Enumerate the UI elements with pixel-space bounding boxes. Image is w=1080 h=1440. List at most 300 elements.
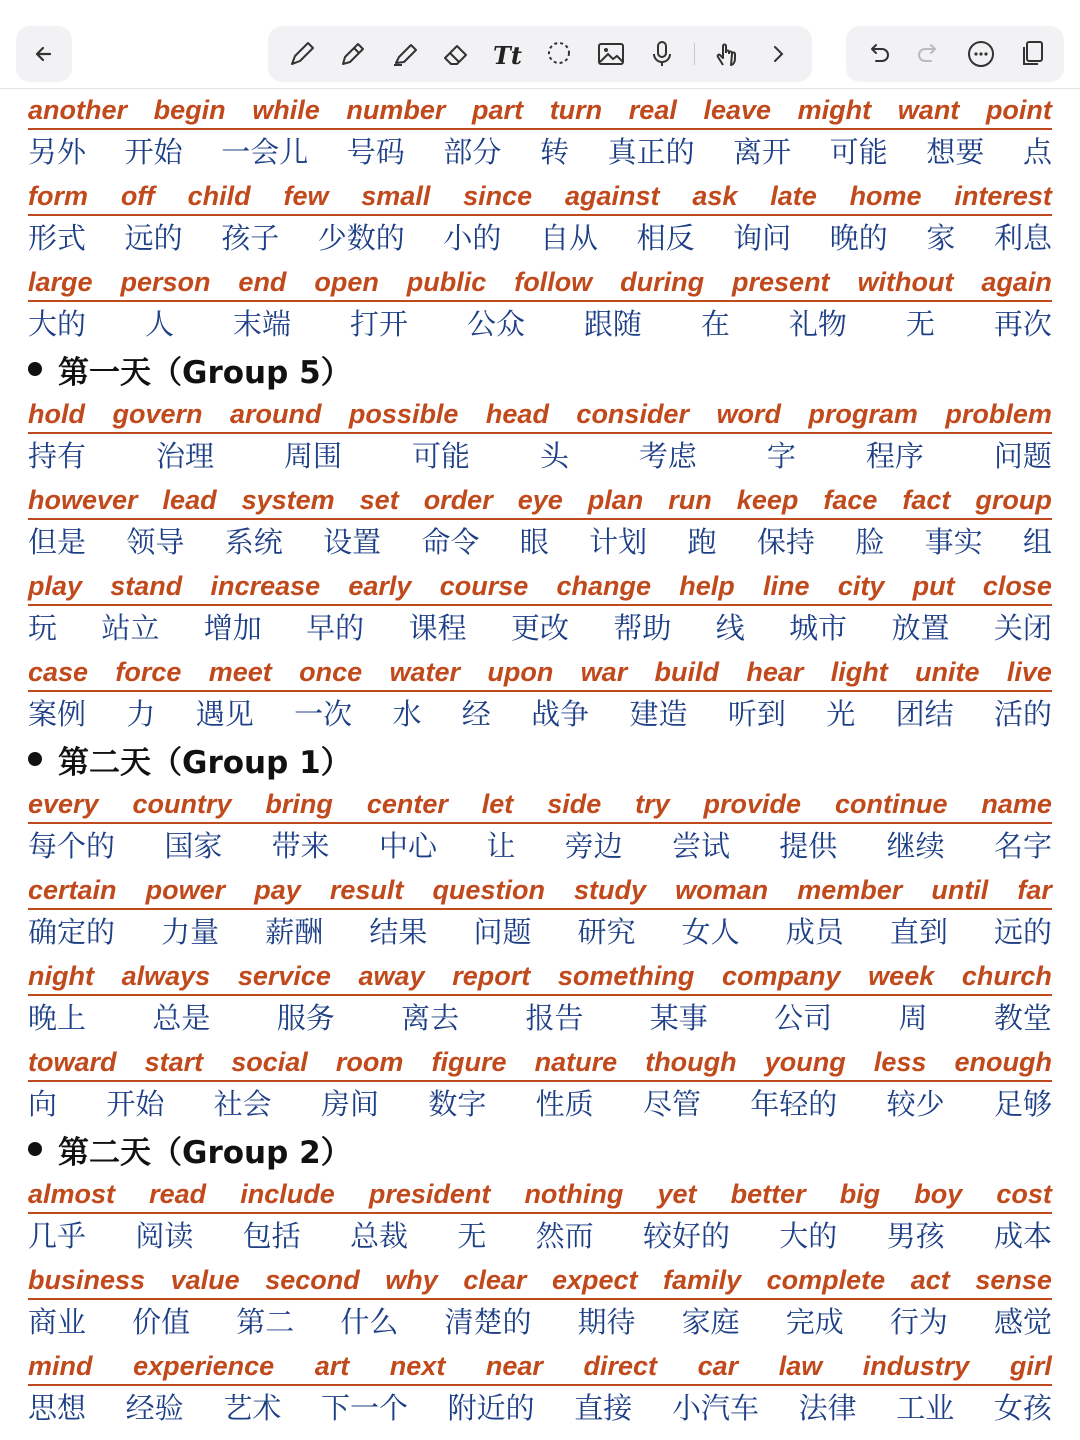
english-word: form	[28, 181, 88, 211]
chinese-word: 部分	[443, 135, 502, 169]
chinese-word: 晚上	[28, 1001, 87, 1035]
english-word: law	[778, 1351, 823, 1381]
chinese-word: 第二	[236, 1305, 295, 1339]
english-word: open	[314, 267, 379, 297]
lasso-icon[interactable]	[539, 34, 579, 74]
chinese-word: 点	[1022, 135, 1052, 169]
chinese-word: 性质	[535, 1087, 594, 1121]
chinese-word: 小的	[443, 221, 502, 255]
chinese-word: 案例	[28, 697, 87, 731]
chinese-word: 末端	[232, 307, 291, 341]
english-word: help	[679, 571, 735, 601]
english-word: however	[28, 485, 138, 515]
english-word: possible	[348, 399, 459, 429]
english-word: unite	[915, 657, 980, 687]
english-word: few	[283, 181, 329, 211]
chinese-word: 但是	[28, 525, 87, 559]
english-word: build	[654, 657, 720, 687]
chinese-word: 成员	[785, 915, 844, 949]
chinese-word: 更改	[510, 611, 569, 645]
english-word: eye	[517, 485, 563, 515]
chinese-word: 线	[715, 611, 745, 645]
english-word: though	[645, 1047, 737, 1077]
english-word: during	[620, 267, 705, 297]
english-word: program	[808, 399, 918, 429]
english-word: service	[237, 961, 331, 991]
chinese-word: 价值	[132, 1305, 191, 1339]
chinese-translation-row	[28, 520, 1052, 564]
english-word: start	[144, 1047, 204, 1077]
chinese-word: 附近的	[447, 1391, 535, 1425]
english-word: value	[170, 1265, 240, 1295]
english-word: hold	[28, 399, 85, 429]
chinese-word: 什么	[340, 1305, 399, 1339]
chinese-word: 家	[926, 221, 956, 255]
english-word: number	[346, 95, 446, 125]
chinese-word: 询问	[733, 221, 792, 255]
english-word: upon	[487, 657, 554, 687]
chinese-translation-row	[28, 302, 1052, 346]
english-word-row	[28, 1258, 1052, 1300]
english-word: once	[299, 657, 363, 687]
chinese-word: 形式	[28, 221, 87, 255]
chinese-word: 清楚的	[444, 1305, 532, 1339]
pen-icon[interactable]	[282, 34, 322, 74]
chinese-word: 法律	[798, 1391, 857, 1425]
chinese-word: 城市	[789, 611, 848, 645]
chinese-word: 研究	[577, 915, 636, 949]
chinese-translation-row	[28, 1300, 1052, 1344]
english-word: case	[28, 657, 89, 687]
chinese-word: 一会儿	[221, 135, 309, 169]
english-word: head	[485, 399, 549, 429]
english-word: continue	[834, 789, 948, 819]
english-word: against	[565, 181, 660, 211]
english-word: system	[241, 485, 335, 515]
english-word: follow	[514, 267, 593, 297]
english-word: city	[837, 571, 885, 601]
english-word: company	[722, 961, 841, 991]
english-word: while	[252, 95, 320, 125]
english-word: govern	[112, 399, 203, 429]
text-tool-icon[interactable]	[488, 34, 528, 74]
chinese-word: 周	[898, 1001, 928, 1035]
english-word: force	[115, 657, 182, 687]
english-word: boy	[914, 1179, 963, 1209]
english-word: course	[439, 571, 529, 601]
bullet-icon	[28, 752, 42, 766]
chinese-word: 行为	[889, 1305, 948, 1339]
english-word: why	[385, 1265, 438, 1295]
chinese-word: 程序	[865, 439, 924, 473]
english-word: put	[912, 571, 955, 601]
chinese-word: 增加	[203, 611, 262, 645]
hand-touch-icon[interactable]	[707, 34, 747, 74]
english-word: certain	[28, 875, 117, 905]
english-word: increase	[210, 571, 321, 601]
english-word: week	[868, 961, 935, 991]
english-word: nature	[534, 1047, 618, 1077]
chinese-word: 号码	[346, 135, 405, 169]
chinese-word: 名字	[993, 829, 1052, 863]
chinese-word: 远的	[993, 915, 1052, 949]
chevron-right-icon[interactable]	[758, 34, 798, 74]
chinese-word: 相反	[636, 221, 695, 255]
chinese-word: 系统	[224, 525, 283, 559]
chinese-word: 设置	[323, 525, 382, 559]
chinese-word: 直接	[574, 1391, 633, 1425]
chinese-translation-row	[28, 434, 1052, 478]
english-word: hear	[746, 657, 804, 687]
english-word: present	[732, 267, 830, 297]
chinese-word: 感觉	[993, 1305, 1052, 1339]
chinese-word: 年轻的	[750, 1087, 838, 1121]
chinese-word: 玩	[28, 611, 58, 645]
chinese-word: 想要	[926, 135, 985, 169]
english-word: side	[547, 789, 602, 819]
more-icon[interactable]	[961, 34, 1001, 74]
chinese-word: 离开	[733, 135, 792, 169]
chinese-word: 阅读	[135, 1219, 194, 1253]
english-word: provide	[703, 789, 802, 819]
english-word-row	[28, 392, 1052, 434]
english-word: home	[849, 181, 922, 211]
english-word: sense	[975, 1265, 1052, 1295]
chinese-word: 课程	[408, 611, 467, 645]
chinese-word: 孩子	[221, 221, 280, 255]
chinese-word: 可能	[411, 439, 470, 473]
english-word: group	[975, 485, 1052, 515]
chinese-word: 开始	[106, 1087, 165, 1121]
english-word: power	[145, 875, 226, 905]
chinese-word: 活的	[993, 697, 1052, 731]
english-word: young	[764, 1047, 846, 1077]
english-word: keep	[736, 485, 799, 515]
english-word: real	[628, 95, 677, 125]
english-word: large	[28, 267, 93, 297]
chinese-word: 某事	[649, 1001, 708, 1035]
english-word: meet	[208, 657, 272, 687]
english-word: result	[329, 875, 404, 905]
chinese-word: 薪酬	[265, 915, 324, 949]
chinese-word: 经	[461, 697, 491, 731]
chinese-word: 早的	[306, 611, 365, 645]
english-word: experience	[133, 1351, 275, 1381]
chinese-word: 期待	[577, 1305, 636, 1339]
chinese-word: 字	[766, 439, 796, 473]
chinese-word: 自从	[539, 221, 598, 255]
english-word: without	[857, 267, 954, 297]
english-word: set	[359, 485, 399, 515]
chinese-word: 尽管	[642, 1087, 701, 1121]
english-word: leave	[703, 95, 772, 125]
chinese-word: 提供	[779, 829, 838, 863]
english-word: might	[797, 95, 872, 125]
chinese-word: 力	[126, 697, 156, 731]
english-word: figure	[431, 1047, 507, 1077]
english-word: direct	[583, 1351, 658, 1381]
toolbar	[0, 0, 1080, 100]
chinese-translation-row	[28, 824, 1052, 868]
chinese-word: 团结	[895, 697, 954, 731]
chinese-word: 包括	[242, 1219, 301, 1253]
chinese-word: 开始	[124, 135, 183, 169]
chinese-word: 完成	[785, 1305, 844, 1339]
english-word: light	[830, 657, 888, 687]
chinese-word: 礼物	[788, 307, 847, 341]
group-title-text: 第一天（Group 5）	[58, 354, 352, 391]
english-word: enough	[954, 1047, 1052, 1077]
english-word: part	[472, 95, 524, 125]
english-word-row	[28, 1040, 1052, 1082]
chinese-word: 直到	[889, 915, 948, 949]
chinese-word: 社会	[213, 1087, 272, 1121]
english-word: always	[121, 961, 211, 991]
document-actions	[846, 26, 1064, 82]
english-word: let	[481, 789, 514, 819]
chinese-word: 教堂	[993, 1001, 1052, 1035]
chinese-word: 工业	[896, 1391, 955, 1425]
chinese-word: 战争	[531, 697, 590, 731]
toolbar-separator	[694, 43, 695, 65]
english-word-row	[28, 478, 1052, 520]
chinese-word: 放置	[891, 611, 950, 645]
english-word: study	[574, 875, 647, 905]
group-heading	[28, 736, 1052, 782]
english-word: clear	[463, 1265, 527, 1295]
english-word: live	[1006, 657, 1052, 687]
chinese-word: 大的	[779, 1219, 838, 1253]
english-word: try	[635, 789, 670, 819]
chinese-word: 听到	[727, 697, 786, 731]
chinese-word: 帮助	[613, 611, 672, 645]
english-word-row	[28, 88, 1052, 130]
english-word: plan	[587, 485, 644, 515]
chinese-translation-row	[28, 1214, 1052, 1258]
chinese-word: 女人	[681, 915, 740, 949]
chinese-word: 成本	[993, 1219, 1052, 1253]
english-word: far	[1017, 875, 1052, 905]
chinese-word: 再次	[993, 307, 1052, 341]
english-word: around	[229, 399, 322, 429]
english-word-row	[28, 564, 1052, 606]
english-word: include	[240, 1179, 335, 1209]
chinese-word: 跟随	[583, 307, 642, 341]
chinese-word: 报告	[525, 1001, 584, 1035]
chinese-word: 旁边	[564, 829, 623, 863]
chinese-word: 继续	[886, 829, 945, 863]
english-word-row	[28, 782, 1052, 824]
chinese-word: 力量	[161, 915, 220, 949]
chinese-word: 服务	[276, 1001, 335, 1035]
english-word: since	[463, 181, 533, 211]
group-heading	[28, 1126, 1052, 1172]
english-word: name	[981, 789, 1052, 819]
chinese-word: 考虑	[638, 439, 697, 473]
english-word: better	[730, 1179, 806, 1209]
english-word: next	[389, 1351, 446, 1381]
english-word-row	[28, 260, 1052, 302]
chinese-word: 尝试	[671, 829, 730, 863]
english-word: child	[187, 181, 251, 211]
chinese-word: 商业	[28, 1305, 87, 1339]
chinese-word: 中心	[378, 829, 437, 863]
chinese-word: 男孩	[886, 1219, 945, 1253]
english-word: line	[763, 571, 810, 601]
english-word: person	[120, 267, 211, 297]
redo-icon[interactable]	[909, 34, 949, 74]
english-word-row	[28, 650, 1052, 692]
chinese-translation-row	[28, 606, 1052, 650]
chinese-word: 另外	[28, 135, 87, 169]
english-word: public	[406, 267, 487, 297]
chinese-word: 周围	[283, 439, 342, 473]
highlighter-icon[interactable]	[385, 34, 425, 74]
english-word: interest	[954, 181, 1052, 211]
chinese-word: 总裁	[349, 1219, 408, 1253]
english-word: early	[348, 571, 412, 601]
english-word: business	[28, 1265, 146, 1295]
chinese-translation-row	[28, 996, 1052, 1040]
english-word: member	[797, 875, 903, 905]
english-word: art	[314, 1351, 350, 1381]
chinese-word: 在	[700, 307, 730, 341]
pages-icon[interactable]	[1012, 34, 1052, 74]
english-word-row	[28, 868, 1052, 910]
chinese-translation-row	[28, 1082, 1052, 1126]
group-heading	[28, 346, 1052, 392]
english-word: question	[432, 875, 545, 905]
english-word: social	[231, 1047, 308, 1077]
chinese-word: 大的	[28, 307, 87, 341]
english-word: car	[697, 1351, 739, 1381]
english-word: point	[985, 95, 1052, 125]
english-word: consider	[576, 399, 689, 429]
english-word: family	[663, 1265, 742, 1295]
english-word: big	[839, 1179, 881, 1209]
chinese-word: 下一个	[320, 1391, 408, 1425]
english-word: off	[120, 181, 155, 211]
english-word: water	[389, 657, 461, 687]
chinese-word: 水	[392, 697, 422, 731]
chinese-word: 数字	[428, 1087, 487, 1121]
english-word: read	[149, 1179, 207, 1209]
english-word: woman	[675, 875, 769, 905]
english-word: girl	[1009, 1351, 1052, 1381]
english-word: nothing	[524, 1179, 624, 1209]
chinese-word: 每个的	[28, 829, 116, 863]
chinese-word: 一次	[294, 697, 353, 731]
english-word: word	[716, 399, 781, 429]
image-icon[interactable]	[591, 34, 631, 74]
english-word: center	[366, 789, 448, 819]
chinese-word: 光	[826, 697, 856, 731]
english-word: order	[423, 485, 493, 515]
chinese-translation-row	[28, 910, 1052, 954]
chinese-word: 利息	[993, 221, 1052, 255]
english-word: close	[982, 571, 1052, 601]
chinese-word: 女孩	[993, 1391, 1052, 1425]
bullet-icon	[28, 1142, 42, 1156]
back-button[interactable]	[16, 26, 72, 82]
chinese-translation-row	[28, 130, 1052, 174]
english-word: country	[132, 789, 232, 819]
chinese-word: 事实	[924, 525, 983, 559]
chinese-word: 领导	[126, 525, 185, 559]
english-word: problem	[945, 399, 1052, 429]
chinese-word: 总是	[152, 1001, 211, 1035]
english-word: play	[28, 571, 83, 601]
english-word: expect	[551, 1265, 638, 1295]
group-title-text: 第二天（Group 1）	[58, 744, 352, 781]
svg-text:Tt: Tt	[492, 41, 522, 70]
chinese-word: 跑	[687, 525, 717, 559]
chinese-word: 打开	[349, 307, 408, 341]
english-word: room	[335, 1047, 404, 1077]
chinese-word: 较少	[886, 1087, 945, 1121]
undo-icon[interactable]	[858, 34, 898, 74]
english-word: second	[265, 1265, 360, 1295]
chinese-word: 命令	[421, 525, 480, 559]
chinese-word: 思想	[28, 1391, 87, 1425]
chinese-word: 站立	[101, 611, 160, 645]
chinese-word: 问题	[993, 439, 1052, 473]
english-word: war	[580, 657, 628, 687]
english-word: cost	[996, 1179, 1052, 1209]
chinese-word: 少数的	[317, 221, 405, 255]
chinese-word: 小汽车	[671, 1391, 759, 1425]
english-word: every	[28, 789, 99, 819]
chinese-word: 组	[1022, 525, 1052, 559]
english-word: something	[557, 961, 695, 991]
english-word: lead	[162, 485, 217, 515]
english-word: stand	[110, 571, 183, 601]
chinese-word: 较好的	[642, 1219, 730, 1253]
english-word: another	[28, 95, 128, 125]
english-word: run	[668, 485, 712, 515]
chinese-word: 建造	[629, 697, 688, 731]
chinese-word: 转	[539, 135, 569, 169]
eraser-icon[interactable]	[436, 34, 476, 74]
chinese-translation-row	[28, 216, 1052, 260]
pencil-icon[interactable]	[333, 34, 373, 74]
chinese-word: 真正的	[607, 135, 695, 169]
chinese-word: 人	[144, 307, 174, 341]
chinese-word: 治理	[155, 439, 214, 473]
chinese-word: 向	[28, 1087, 58, 1121]
english-word-row	[28, 174, 1052, 216]
chinese-word: 持有	[28, 439, 87, 473]
chinese-word: 保持	[756, 525, 815, 559]
english-word: begin	[153, 95, 226, 125]
english-word: industry	[862, 1351, 970, 1381]
english-word: complete	[766, 1265, 886, 1295]
chinese-word: 关闭	[993, 611, 1052, 645]
english-word: bring	[265, 789, 333, 819]
note-page[interactable]	[28, 88, 1052, 1430]
microphone-icon[interactable]	[642, 34, 682, 74]
chinese-word: 离去	[401, 1001, 460, 1035]
chinese-word: 带来	[271, 829, 330, 863]
english-word: again	[981, 267, 1052, 297]
chinese-word: 计划	[589, 525, 648, 559]
english-word: turn	[549, 95, 603, 125]
english-word: fact	[902, 485, 951, 515]
chinese-word: 脸	[855, 525, 885, 559]
english-word: ask	[692, 181, 738, 211]
chinese-word: 远的	[124, 221, 183, 255]
english-word: away	[358, 961, 425, 991]
